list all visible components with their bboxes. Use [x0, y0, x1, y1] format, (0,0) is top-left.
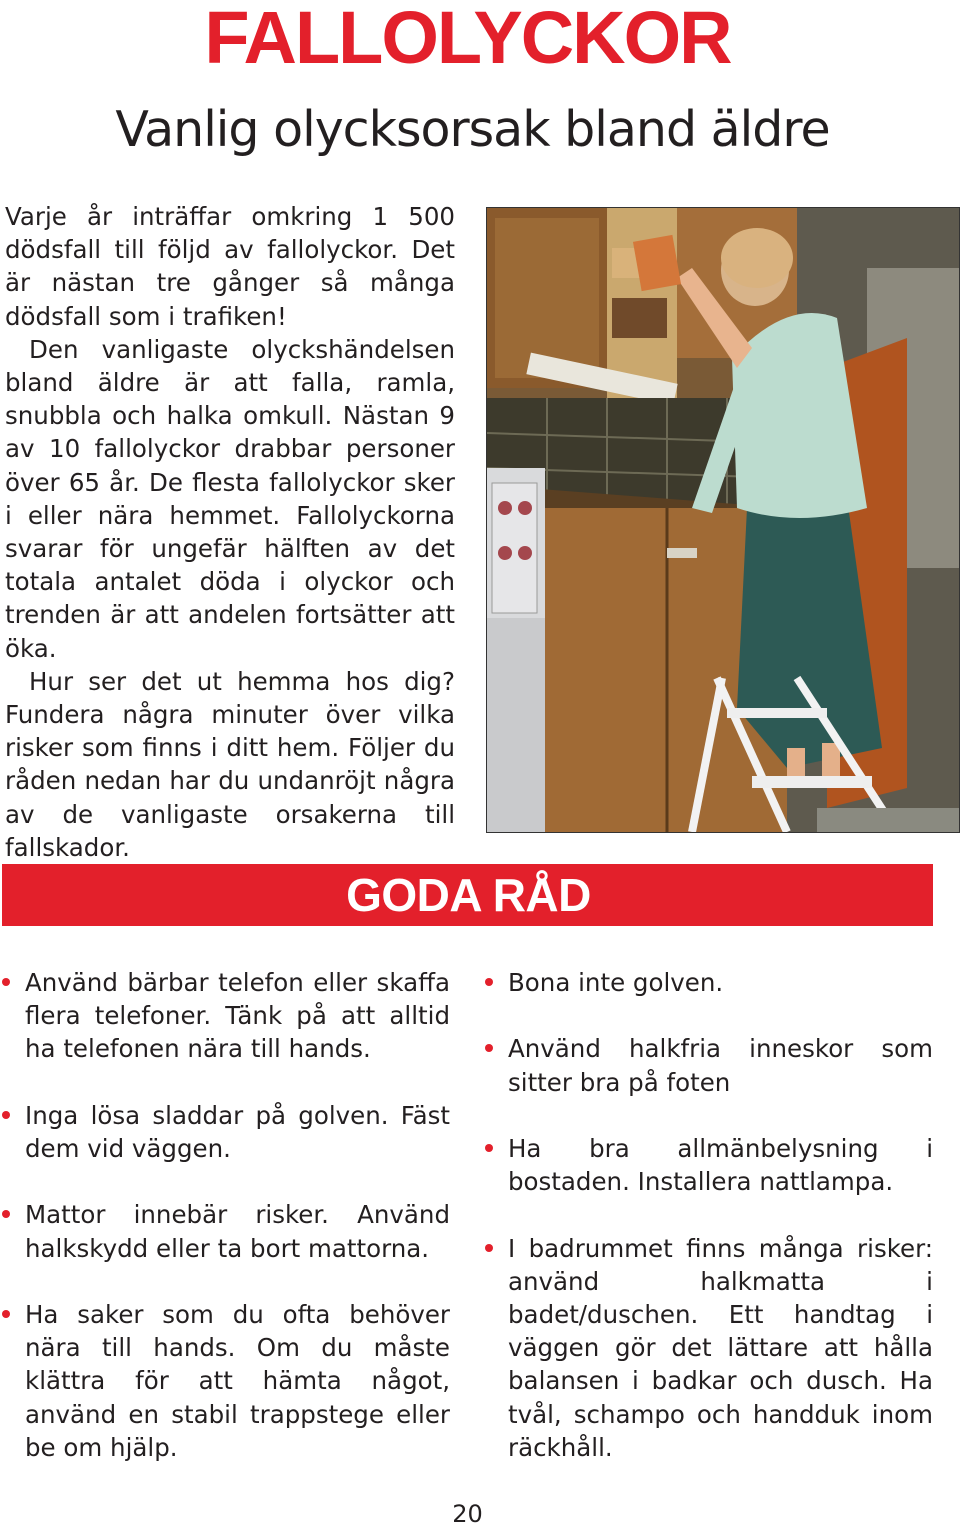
advice-heading: GODA RÅD: [346, 869, 591, 921]
advice-item: [25, 1298, 450, 1464]
intro-text: [5, 200, 455, 864]
bullet-icon: [485, 978, 493, 986]
intro-paragraph: Hur ser det ut hemma hos dig? Fundera några minuter över vilka risker som finns i ditt hem. Följer du råden nedan har du undanröjt några av de vanligaste orsakerna till fallskador.: [5, 666, 455, 862]
bullet-icon: [485, 1244, 493, 1252]
advice-item: [25, 966, 450, 1066]
advice-list-left: [25, 966, 450, 1497]
bullet-icon: [485, 1044, 493, 1052]
bullet-icon: [2, 978, 10, 986]
advice-item-text: Använd bärbar telefon eller skaffa flera telefoner. Tänk på att alltid ha telefonen nära till hands.: [25, 968, 450, 1064]
advice-list-right: [508, 966, 933, 1497]
kitchen-photo: [486, 207, 960, 833]
advice-item-text: Inga lösa sladdar på golven. Fäst dem vid väggen.: [25, 1100, 450, 1163]
advice-item: [508, 1232, 933, 1464]
page-number: 20: [452, 1500, 483, 1528]
advice-item-text: I badrummet finns många risker: använd halkmatta i badet/duschen. Ett handtag i väggen gör det lättare att hålla balansen i badkar och dusch. Ha tvål, schampo och handduk inom räckhåll.: [508, 1233, 933, 1462]
advice-item: [25, 1198, 450, 1264]
intro-paragraph: Den vanligaste olyckshändelsen bland äldre är att falla, ramla, snubbla och halka omkull. Nästan 9 av 10 fallolyckor drabbar personer över 65 år. De flesta fallolyckor sker i eller nära hemmet. Fallolyckorna svarar för ungefär hälften av det totala antalet döda i olyckor och trenden är att andelen fortsätter att öka.: [5, 334, 455, 663]
advice-item: [508, 1032, 933, 1098]
advice-item: [508, 966, 933, 999]
page-title: FALLOLYCKOR: [204, 0, 731, 79]
bullet-icon: [2, 1111, 10, 1119]
advice-banner: [2, 864, 933, 926]
advice-item-text: Använd halkfria inneskor som sitter bra på foten: [508, 1034, 933, 1097]
bullet-icon: [2, 1310, 10, 1318]
advice-item: [25, 1099, 450, 1165]
intro-paragraph: Varje år inträffar omkring 1 500 dödsfall till följd av fallolyckor. Det är nästan tre gånger så många dödsfall som i trafiken!: [5, 202, 455, 331]
bullet-icon: [485, 1144, 493, 1152]
bullet-icon: [2, 1210, 10, 1218]
advice-item-text: Ha bra allmänbelysning i bostaden. Installera nattlampa.: [508, 1133, 933, 1197]
page-subtitle: Vanlig olycksorsak bland äldre: [115, 101, 830, 158]
advice-item-text: Bona inte golven.: [508, 968, 724, 997]
advice-item-text: Ha saker som du ofta behöver nära till hands. Om du måste klättra för att hämta något, använd en stabil trappstege eller be om hjälp.: [25, 1299, 450, 1462]
advice-item: [508, 1132, 933, 1198]
advice-item-text: Mattor innebär risker. Använd halkskydd eller ta bort mattorna.: [25, 1200, 450, 1263]
